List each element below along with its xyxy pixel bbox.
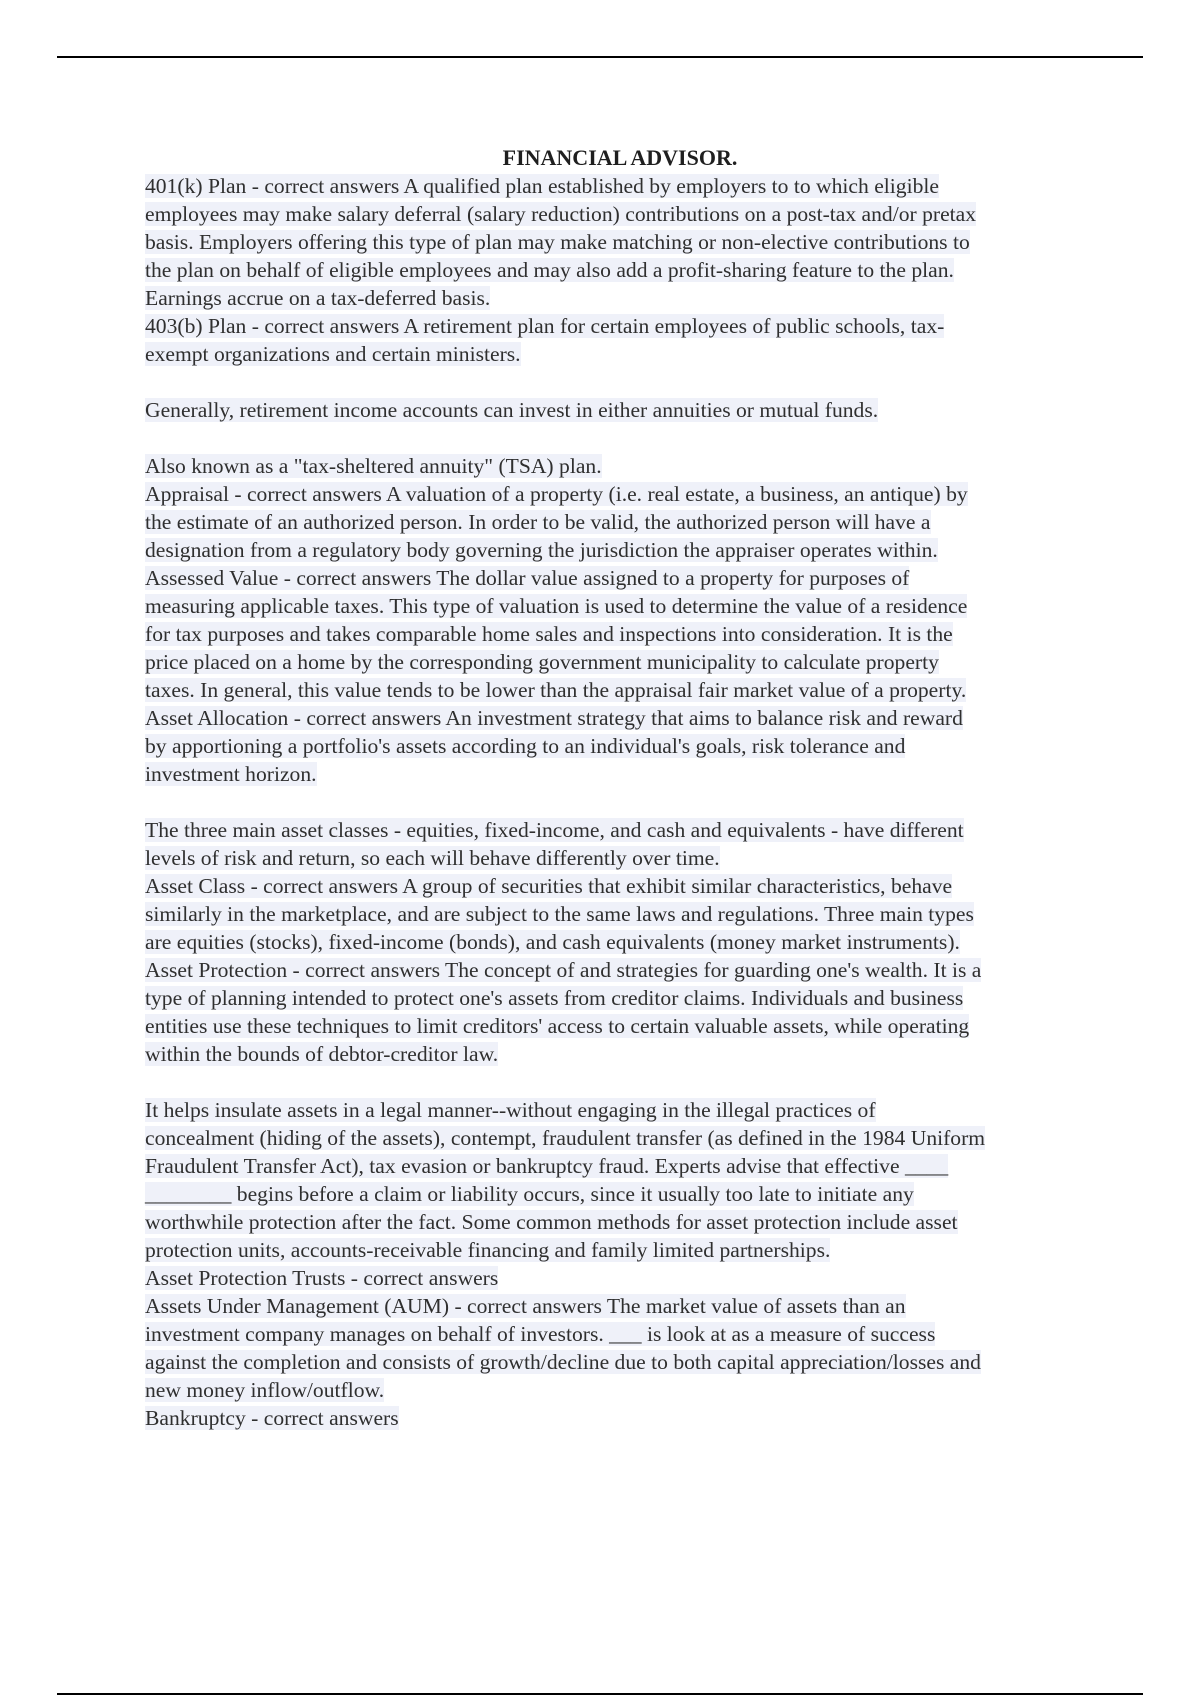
text-line	[145, 1180, 1095, 1208]
text-line-content: 403(b) Plan - correct answers A retirement plan for certain employees of public schools, tax-	[145, 314, 945, 338]
text-line-content: Asset Allocation - correct answers An investment strategy that aims to balance risk and reward	[145, 706, 963, 730]
text-line-content: similarly in the marketplace, and are subject to the same laws and regulations. Three main types	[145, 902, 974, 926]
text-line-content: entities use these techniques to limit creditors' access to certain valuable assets, while operating	[145, 1014, 970, 1038]
text-line-content: Assets Under Management (AUM) - correct answers The market value of assets than an	[145, 1294, 906, 1318]
text-line	[145, 1040, 1095, 1068]
top-rule	[57, 56, 1143, 58]
text-line	[145, 872, 1095, 900]
text-line-content: levels of risk and return, so each will behave differently over time.	[145, 846, 720, 870]
text-line-content: 401(k) Plan - correct answers A qualified plan established by employers to to which eligible	[145, 174, 939, 198]
text-line	[145, 956, 1095, 984]
bottom-rule	[57, 1693, 1143, 1695]
text-line	[145, 760, 1095, 788]
text-line	[145, 396, 1095, 424]
text-line-content: are equities (stocks), fixed-income (bonds), and cash equivalents (money market instruments).	[145, 930, 960, 954]
text-line	[145, 1348, 1095, 1376]
text-line	[145, 984, 1095, 1012]
text-line	[145, 256, 1095, 284]
text-line	[145, 1124, 1095, 1152]
text-line-content: Also known as a "tax-sheltered annuity" (TSA) plan.	[145, 454, 602, 478]
text-line-content: the estimate of an authorized person. In order to be valid, the authorized person will have a	[145, 510, 931, 534]
text-line-content: within the bounds of debtor-creditor law.	[145, 1042, 499, 1066]
text-line	[145, 1208, 1095, 1236]
document-body	[145, 144, 1095, 1432]
text-line	[145, 1264, 1095, 1292]
text-line	[145, 620, 1095, 648]
text-line-content: type of planning intended to protect one's assets from creditor claims. Individuals and business	[145, 986, 964, 1010]
text-line	[145, 816, 1095, 844]
text-line	[145, 1292, 1095, 1320]
text-line	[145, 900, 1095, 928]
text-line-content: price placed on a home by the corresponding government municipality to calculate property	[145, 650, 939, 674]
text-line-content: Generally, retirement income accounts can invest in either annuities or mutual funds.	[145, 398, 879, 422]
text-line-content: Appraisal - correct answers A valuation of a property (i.e. real estate, a business, an antique) by	[145, 482, 968, 506]
text-line	[145, 452, 1095, 480]
text-line-content: by apportioning a portfolio's assets according to an individual's goals, risk tolerance and	[145, 734, 906, 758]
text-line	[145, 1404, 1095, 1432]
text-line	[145, 844, 1095, 872]
text-line-content: taxes. In general, this value tends to be lower than the appraisal fair market value of a property.	[145, 678, 967, 702]
text-line-content: Asset Protection Trusts - correct answers	[145, 1266, 499, 1290]
text-line	[145, 1096, 1095, 1124]
text-line-content: new money inflow/outflow.	[145, 1378, 385, 1402]
text-line-content: investment horizon.	[145, 762, 317, 786]
text-line-content: Earnings accrue on a tax-deferred basis.	[145, 286, 491, 310]
text-line-content: It helps insulate assets in a legal manner--without engaging in the illegal practices of	[145, 1098, 876, 1122]
text-line-content: measuring applicable taxes. This type of valuation is used to determine the value of a residence	[145, 594, 968, 618]
blank-line	[145, 788, 1095, 816]
blank-line	[145, 424, 1095, 452]
text-line	[145, 732, 1095, 760]
text-line-content: investment company manages on behalf of investors. ___ is look at as a measure of success	[145, 1322, 936, 1346]
text-line-content: Asset Class - correct answers A group of securities that exhibit similar characteristics, behave	[145, 874, 953, 898]
text-line	[145, 564, 1095, 592]
text-line-content: for tax purposes and takes comparable home sales and inspections into consideration. It is the	[145, 622, 953, 646]
text-line-content: Asset Protection - correct answers The concept of and strategies for guarding one's wealth. It is a	[145, 958, 982, 982]
text-line	[145, 676, 1095, 704]
text-line	[145, 312, 1095, 340]
text-line-content: basis. Employers offering this type of plan may make matching or non-elective contributions to	[145, 230, 970, 254]
text-line	[145, 508, 1095, 536]
text-line-content: designation from a regulatory body governing the jurisdiction the appraiser operates within.	[145, 538, 938, 562]
text-line-content: concealment (hiding of the assets), contempt, fraudulent transfer (as defined in the 1984 Uniform	[145, 1126, 986, 1150]
text-line-content: worthwhile protection after the fact. Some common methods for asset protection include asset	[145, 1210, 958, 1234]
text-line	[145, 1012, 1095, 1040]
text-line	[145, 536, 1095, 564]
text-line-content: against the completion and consists of growth/decline due to both capital appreciation/losses and	[145, 1350, 981, 1374]
text-line	[145, 172, 1095, 200]
text-line	[145, 1320, 1095, 1348]
text-line-content: ________ begins before a claim or liability occurs, since it usually too late to initiate any	[145, 1182, 914, 1206]
blank-line	[145, 368, 1095, 396]
text-line	[145, 928, 1095, 956]
blank-line	[145, 1068, 1095, 1096]
text-line	[145, 340, 1095, 368]
text-line	[145, 1376, 1095, 1404]
text-line-content: employees may make salary deferral (salary reduction) contributions on a post-tax and/or pretax	[145, 202, 977, 226]
text-line	[145, 284, 1095, 312]
text-line	[145, 228, 1095, 256]
text-line-content: Assessed Value - correct answers The dollar value assigned to a property for purposes of	[145, 566, 910, 590]
text-line-content: the plan on behalf of eligible employees and may also add a profit-sharing feature to the plan.	[145, 258, 954, 282]
text-line-content: Bankruptcy - correct answers	[145, 1406, 399, 1430]
text-line-content: The three main asset classes - equities, fixed-income, and cash and equivalents - have different	[145, 818, 964, 842]
text-line-content: Fraudulent Transfer Act), tax evasion or bankruptcy fraud. Experts advise that effective ____	[145, 1154, 949, 1178]
text-line	[145, 648, 1095, 676]
text-line-content: protection units, accounts-receivable financing and family limited partnerships.	[145, 1238, 831, 1262]
text-line	[145, 480, 1095, 508]
text-line-content: exempt organizations and certain ministers.	[145, 342, 521, 366]
document-lines	[145, 172, 1095, 1432]
text-line	[145, 592, 1095, 620]
text-line	[145, 1152, 1095, 1180]
page-title: FINANCIAL ADVISOR.	[502, 145, 738, 170]
text-line	[145, 200, 1095, 228]
text-line	[145, 1236, 1095, 1264]
text-line	[145, 704, 1095, 732]
